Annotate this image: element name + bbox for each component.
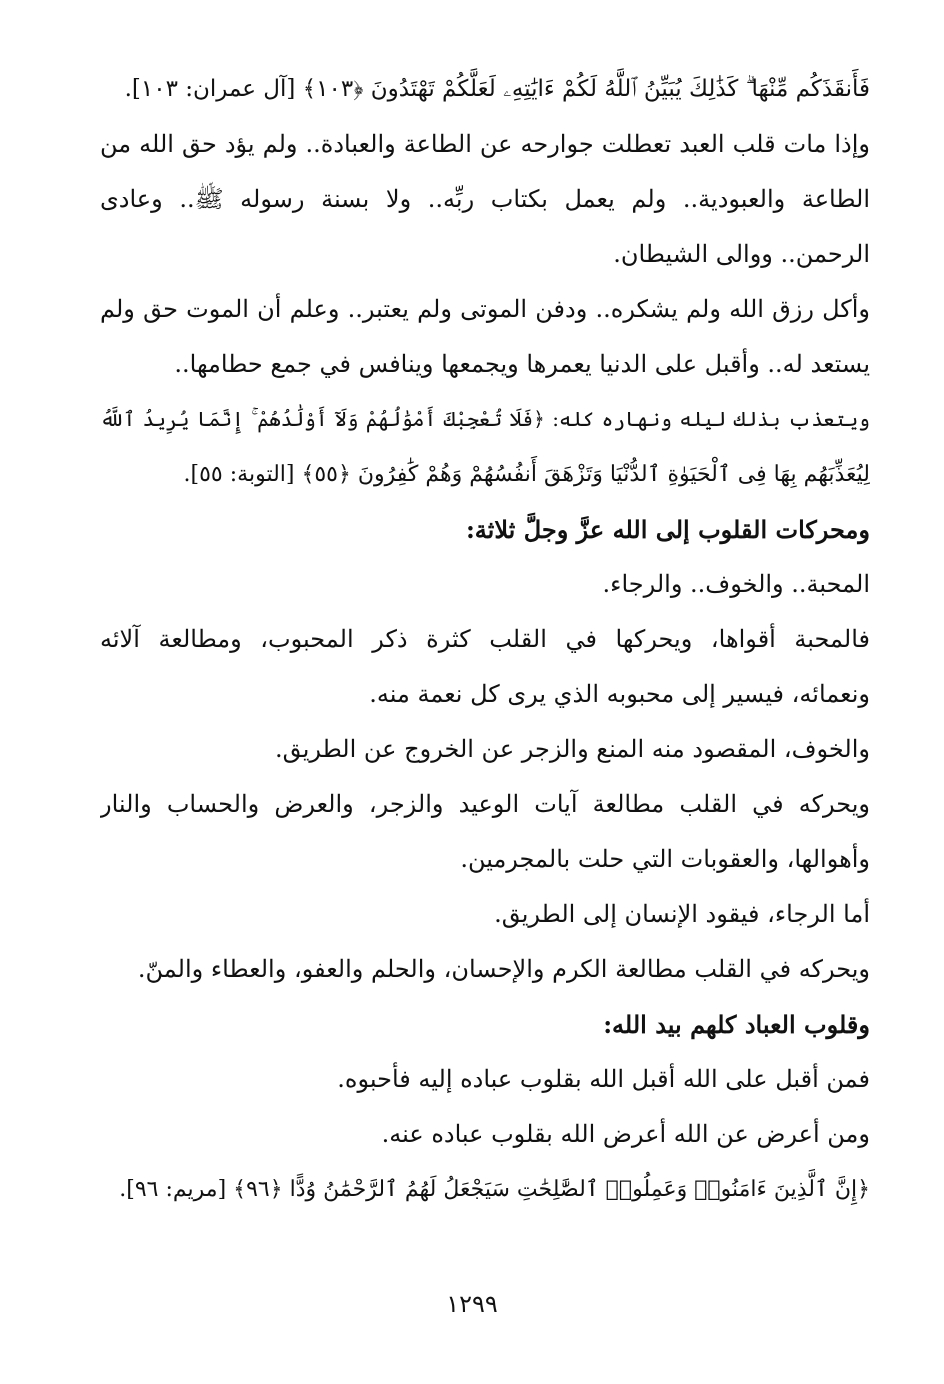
text-line: الطاعة والعبودية.. ولم يعمل بكتاب ربِّه.. ولا بسنة رسوله ﷺ.. وعادى	[100, 185, 870, 213]
verse-line: ويتعذب بذلك ليله ونهاره كله: ﴿فَلَا تُعْجِبْكَ أَمْوَٰلُهُمْ وَلَآ أَوْلَٰدُهُمْ ۚ إِنَّمَا يُرِيدُ ٱللَّهُ	[100, 407, 870, 431]
text-line: فالمحبة أقواها، ويحركها في القلب كثرة ذكر المحبوب، ومطالعة آلائه	[100, 625, 870, 653]
text-line: ونعمائه، فيسير إلى محبوبه الذي يرى كل نعمة منه.	[369, 680, 870, 708]
verse-line: فَأَنقَذَكُم مِّنْهَا ۗ كَذَٰلِكَ يُبَيِّنُ ٱللَّهُ لَكُمْ ءَايَٰتِهِۦ لَعَلَّكُمْ تَهْتَدُونَ ﴿١٠٣﴾ [آل عمران: ١٠٣].	[124, 76, 870, 102]
page-body	[100, 62, 870, 1217]
page-number: ١٢٩٩	[446, 1290, 498, 1318]
text-line: وأهوالها، والعقوبات التي حلت بالمجرمين.	[460, 845, 870, 873]
text-line: والخوف، المقصود منه المنع والزجر عن الخروج عن الطريق.	[275, 735, 870, 763]
section-heading: ومحركات القلوب إلى الله عزَّ وجلَّ ثلاثة:	[465, 515, 870, 544]
verse-line: ﴿إِنَّ ٱلَّذِينَ ءَامَنُوا۟ وَعَمِلُوا۟ ٱلصَّٰلِحَٰتِ سَيَجْعَلُ لَهُمُ ٱلرَّحْمَٰنُ وُدًّا ﴿٩٦﴾ [مريم: ٩٦].	[119, 1177, 870, 1202]
text-line: فمن أقبل على الله أقبل الله بقلوب عباده إليه فأحبوه.	[337, 1065, 870, 1093]
section-heading: وقلوب العباد كلهم بيد الله:	[603, 1010, 870, 1039]
text-line: المحبة.. والخوف.. والرجاء.	[602, 570, 870, 598]
text-line: الرحمن.. ووالى الشيطان.	[613, 240, 870, 268]
text-line: ومن أعرض عن الله أعرض الله بقلوب عباده عنه.	[381, 1120, 870, 1148]
text-line: وإذا مات قلب العبد تعطلت جوارحه عن الطاعة والعبادة.. ولم يؤد حق الله من	[100, 130, 870, 158]
text-line: يستعد له.. وأقبل على الدنيا يعمرها ويجمعها وينافس في جمع حطامها..	[174, 350, 870, 378]
text-line: ويحركه في القلب مطالعة الكرم والإحسان، والحلم والعفو، والعطاء والمنّ.	[137, 955, 870, 983]
text-line: أما الرجاء، فيقود الإنسان إلى الطريق.	[494, 900, 870, 928]
verse-line: لِيُعَذِّبَهُم بِهَا فِى ٱلْحَيَوٰةِ ٱلدُّنْيَا وَتَزْهَقَ أَنفُسُهُمْ وَهُمْ كَٰفِرُونَ ﴿٥٥﴾ [التوبة: ٥٥].	[183, 462, 870, 487]
text-line: ويحركه في القلب مطالعة آيات الوعيد والزجر، والعرض والحساب والنار	[100, 790, 870, 818]
text-line: وأكل رزق الله ولم يشكره.. ودفن الموتى ولم يعتبر.. وعلم أن الموت حق ولم	[100, 295, 870, 323]
